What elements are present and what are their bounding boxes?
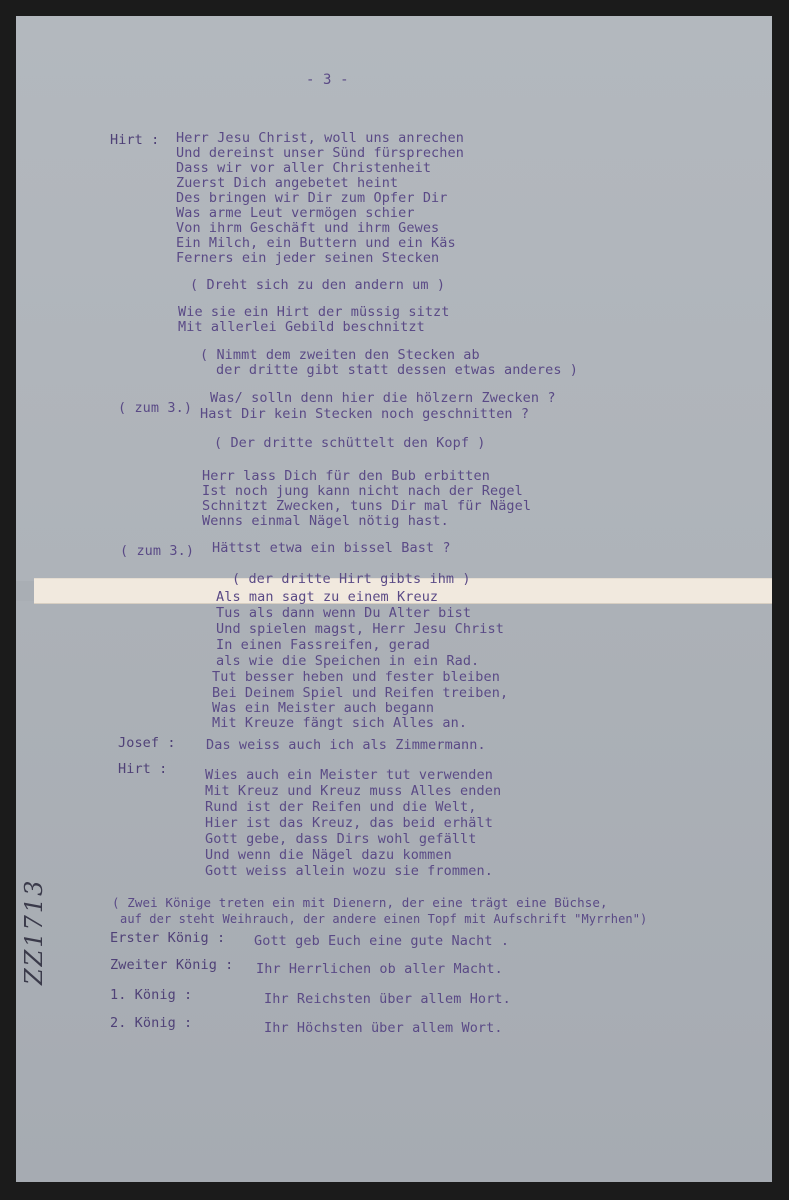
verse-line: Wie sie ein Hirt der müssig sitzt <box>178 304 450 320</box>
verse-line: Mit Kreuz und Kreuz muss Alles enden <box>205 783 502 799</box>
stage-direction: ( Nimmt dem zweiten den Stecken ab <box>200 347 480 363</box>
speaker-label: Josef : <box>118 735 176 751</box>
verse-line: Tus als dann wenn Du Alter bist <box>216 605 472 621</box>
verse-line: Wenns einmal Nägel nötig hast. <box>202 513 449 529</box>
verse-line: Das weiss auch ich als Zimmermann. <box>206 737 486 753</box>
stage-direction: ( der dritte Hirt gibts ihm ) <box>232 571 471 587</box>
speaker-label: 1. König : <box>110 987 193 1003</box>
verse-line: Mit allerlei Gebild beschnitzt <box>178 319 425 335</box>
stage-direction: ( Der dritte schüttelt den Kopf ) <box>214 435 486 451</box>
verse-line: Ein Milch, ein Buttern und ein Käs <box>176 235 456 251</box>
speaker-label: 2. König : <box>110 1015 193 1031</box>
verse-line: Hättst etwa ein bissel Bast ? <box>212 540 451 556</box>
verse-line: Als man sagt zu einem Kreuz <box>216 589 439 605</box>
page-number: - 3 - <box>306 72 349 88</box>
archive-number: ZZ1713 <box>20 878 48 985</box>
stage-direction: auf der steht Weihrauch, der andere einen Topf mit Aufschrift "Myrrhen") <box>120 912 648 926</box>
speaker-label: Zweiter König : <box>110 957 234 973</box>
verse-line: Wies auch ein Meister tut verwenden <box>205 767 493 783</box>
verse-line: Gott gebe, dass Dirs wohl gefällt <box>205 831 477 847</box>
verse-line: Was arme Leut vermögen schier <box>176 205 415 221</box>
verse-line: Ihr Herrlichen ob aller Macht. <box>256 961 503 977</box>
verse-line: Ist noch jung kann nicht nach der Regel <box>202 483 523 499</box>
verse-line: Schnitzt Zwecken, tuns Dir mal für Nägel <box>202 498 532 514</box>
speaker-label: Hirt : <box>110 132 160 148</box>
verse-line: Rund ist der Reifen und die Welt, <box>205 799 477 815</box>
verse-line: Des bringen wir Dir zum Opfer Dir <box>176 190 448 206</box>
verse-line: Was/ solln denn hier die hölzern Zwecken ? <box>210 390 556 406</box>
stage-cue: ( zum 3.) <box>120 543 195 559</box>
verse-line: Bei Deinem Spiel und Reifen treiben, <box>212 685 509 701</box>
verse-line: Von ihrm Geschäft und ihrm Gewes <box>176 220 440 236</box>
stage-direction: ( Dreht sich zu den andern um ) <box>190 277 446 293</box>
stage-direction: der dritte gibt statt dessen etwas anderes ) <box>216 362 579 378</box>
verse-line: Herr lass Dich für den Bub erbitten <box>202 468 490 484</box>
verse-line: Und dereinst unser Sünd fürsprechen <box>176 145 464 161</box>
verse-line: Ihr Reichsten über allem Hort. <box>264 991 511 1007</box>
verse-line: Herr Jesu Christ, woll uns anrechen <box>176 130 464 146</box>
verse-line: Dass wir vor aller Christenheit <box>176 160 432 176</box>
verse-line: Hast Dir kein Stecken noch geschnitten ? <box>200 406 530 422</box>
verse-line: In einen Fassreifen, gerad <box>216 637 430 653</box>
verse-line: Zuerst Dich angebetet heint <box>176 175 399 191</box>
verse-line: als wie die Speichen in ein Rad. <box>216 653 480 669</box>
verse-line: Was ein Meister auch begann <box>212 700 435 716</box>
verse-line: Ihr Höchsten über allem Wort. <box>264 1020 503 1036</box>
verse-line: Gott geb Euch eine gute Nacht . <box>254 933 510 949</box>
stage-direction: ( Zwei Könige treten ein mit Dienern, der eine trägt eine Büchse, <box>112 895 608 910</box>
verse-line: Tut besser heben und fester bleiben <box>212 669 500 685</box>
stage-cue: ( zum 3.) <box>118 400 193 416</box>
speaker-label: Hirt : <box>118 761 168 777</box>
verse-line: Und wenn die Nägel dazu kommen <box>205 847 452 863</box>
verse-line: Gott weiss allein wozu sie frommen. <box>205 863 493 879</box>
verse-line: Hier ist das Kreuz, das beid erhält <box>205 815 493 831</box>
speaker-label: Erster König : <box>110 930 226 946</box>
verse-line: Und spielen magst, Herr Jesu Christ <box>216 621 504 637</box>
verse-line: Mit Kreuze fängt sich Alles an. <box>212 715 468 731</box>
verse-line: Ferners ein jeder seinen Stecken <box>176 250 440 266</box>
